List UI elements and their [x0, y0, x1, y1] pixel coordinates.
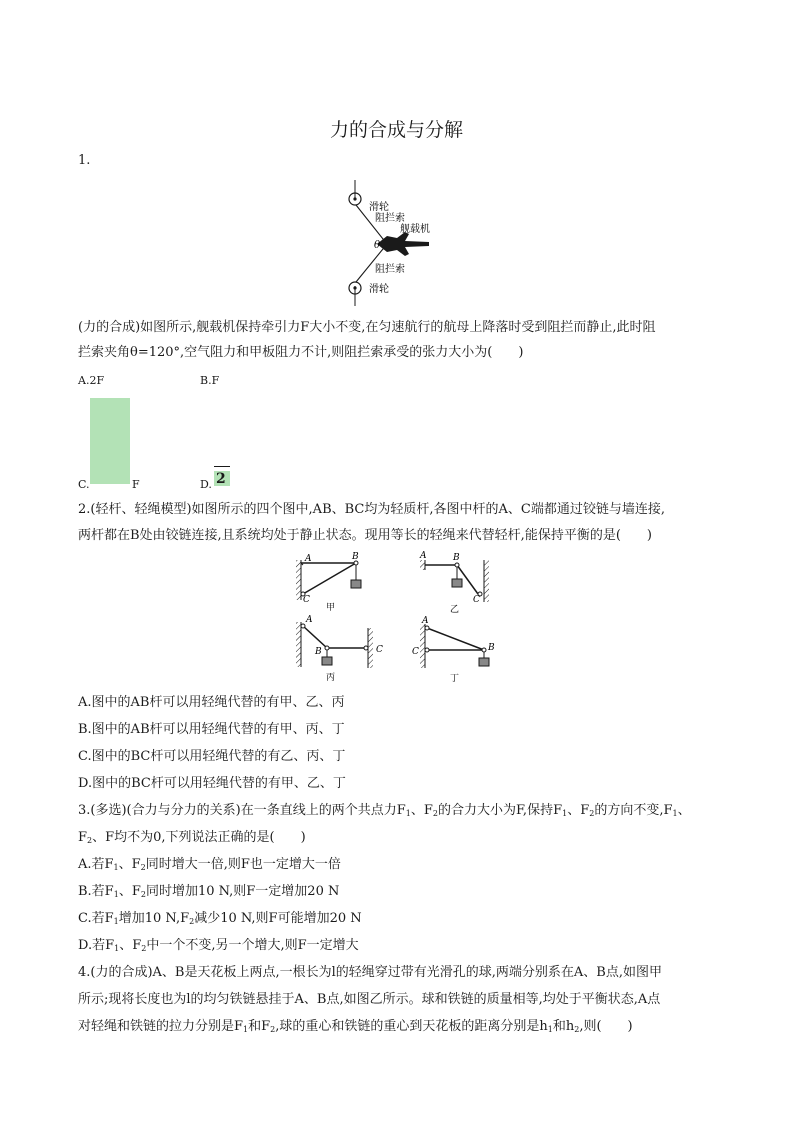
aircraft-icon: [377, 232, 429, 256]
svg-text:B: B: [315, 647, 322, 657]
q3-stem-line2: $F_2$、F均不为0,下列说法正确的是( ): [78, 830, 306, 845]
svg-text:丙: 丙: [326, 673, 336, 683]
q1-option-c-suffix: F: [132, 478, 140, 491]
q3-option-d: D.若$F_1$、$F_2$中一个不变,另一个增大,则F一定增大: [78, 938, 359, 953]
q2-rod-figures: [290, 550, 500, 690]
q1-stem-line2: 拦索夹角θ=120°,空气阻力和甲板阻力不计,则阻拦索承受的张力大小为( ): [78, 345, 524, 360]
q4-line2: 所示;现将长度也为l的均匀铁链悬挂于A、B点,如图乙所示。球和铁链的质量相等,均处于平衡状态,A点: [78, 992, 661, 1007]
q1-option-d-prefix: D.: [200, 478, 212, 491]
aircraft-label: 舰载机: [400, 224, 430, 235]
q2-option-b: B.图中的AB杆可以用轻绳代替的有甲、丙、丁: [78, 722, 345, 737]
svg-text:乙: 乙: [450, 605, 460, 615]
q2-option-a: A.图中的AB杆可以用轻绳代替的有甲、乙、丙: [78, 695, 345, 710]
svg-text:B: B: [453, 553, 460, 563]
q3-option-c: C.若$F_1$增加10 $N,F_2$减少10 N,则F可能增加20 N: [78, 911, 362, 926]
svg-text:C: C: [412, 647, 419, 657]
option-c-image-placeholder: [90, 398, 130, 484]
svg-text:C: C: [376, 645, 383, 655]
svg-text:A: A: [305, 554, 312, 564]
page-title: 力的合成与分解: [329, 119, 463, 141]
figure-bing: [296, 615, 383, 683]
svg-text:B: B: [352, 552, 359, 562]
fraction-bar: [214, 466, 230, 467]
svg-text:A: A: [420, 551, 427, 561]
svg-text:丁: 丁: [450, 674, 460, 684]
q3-option-b: B.若$F_1$、$F_2$同时增加10 N,则F一定增加20 N: [78, 884, 340, 899]
q1-number: 1.: [78, 153, 91, 168]
svg-text:B: B: [488, 643, 495, 653]
q2-stem-line2: 两杆都在B处由铰链连接,且系统均处于静止状态。现用等长的轻绳来代替轻杆,能保持平衡的是( ): [78, 528, 652, 543]
pulley-top-label: 滑轮: [369, 202, 389, 213]
bottom-cable: [356, 244, 387, 282]
svg-text:C: C: [303, 595, 310, 605]
pulley-bottom-label: 滑轮: [369, 284, 389, 295]
svg-text:甲: 甲: [326, 603, 336, 613]
cable-bottom-label: 阻拦索: [375, 264, 405, 275]
q1-option-d-denominator: 2: [216, 471, 226, 487]
q3-option-a: A.若$F_1$、$F_2$同时增大一倍,则F也一定增大一倍: [78, 857, 341, 872]
angle-label: θ: [374, 240, 381, 251]
q1-option-b: B.F: [200, 374, 220, 387]
q1-carrier-figure: [325, 178, 445, 308]
svg-text:C: C: [473, 595, 480, 605]
q3-stem-line1: 3.(多选)(合力与分力的关系)在一条直线上的两个共点力$F_1$、$F_2$的合力大小为F,保持$F_1$、$F_2$的方向不变$,F_1$、: [78, 803, 691, 818]
q1-option-a: A.2F: [78, 374, 105, 387]
q1-option-c-prefix: C.: [78, 478, 90, 491]
q2-stem-line1: 2.(轻杆、轻绳模型)如图所示的四个图中,AB、BC均为轻质杆,各图中杆的A、C端都通过铰链与墙连接,: [78, 502, 665, 517]
q2-option-d: D.图中的BC杆可以用轻绳代替的有甲、乙、丁: [78, 776, 346, 791]
svg-text:A: A: [422, 616, 429, 626]
q4-line1: 4.(力的合成)A、B是天花板上两点,一根长为l的轻绳穿过带有光滑孔的球,两端分别系在A、B点,如图甲: [78, 965, 662, 980]
q2-option-c: C.图中的BC杆可以用轻绳代替的有乙、丙、丁: [78, 749, 346, 764]
q4-line3: 对轻绳和铁链的拉力分别是$F_1$和$F_2$,球的重心和铁链的重心到天花板的距离分别是$h_1$和$h_2$,则( ): [78, 1019, 633, 1034]
figure-yi: [419, 551, 489, 615]
svg-text:A: A: [306, 615, 313, 625]
figure-jia: [296, 552, 361, 613]
q1-stem-line1: (力的合成)如图所示,舰载机保持牵引力F大小不变,在匀速航行的航母上降落时受到阻拦而静止,此时阻: [78, 320, 656, 335]
figure-ding: [412, 616, 495, 684]
cable-top-label: 阻拦索: [375, 213, 405, 224]
